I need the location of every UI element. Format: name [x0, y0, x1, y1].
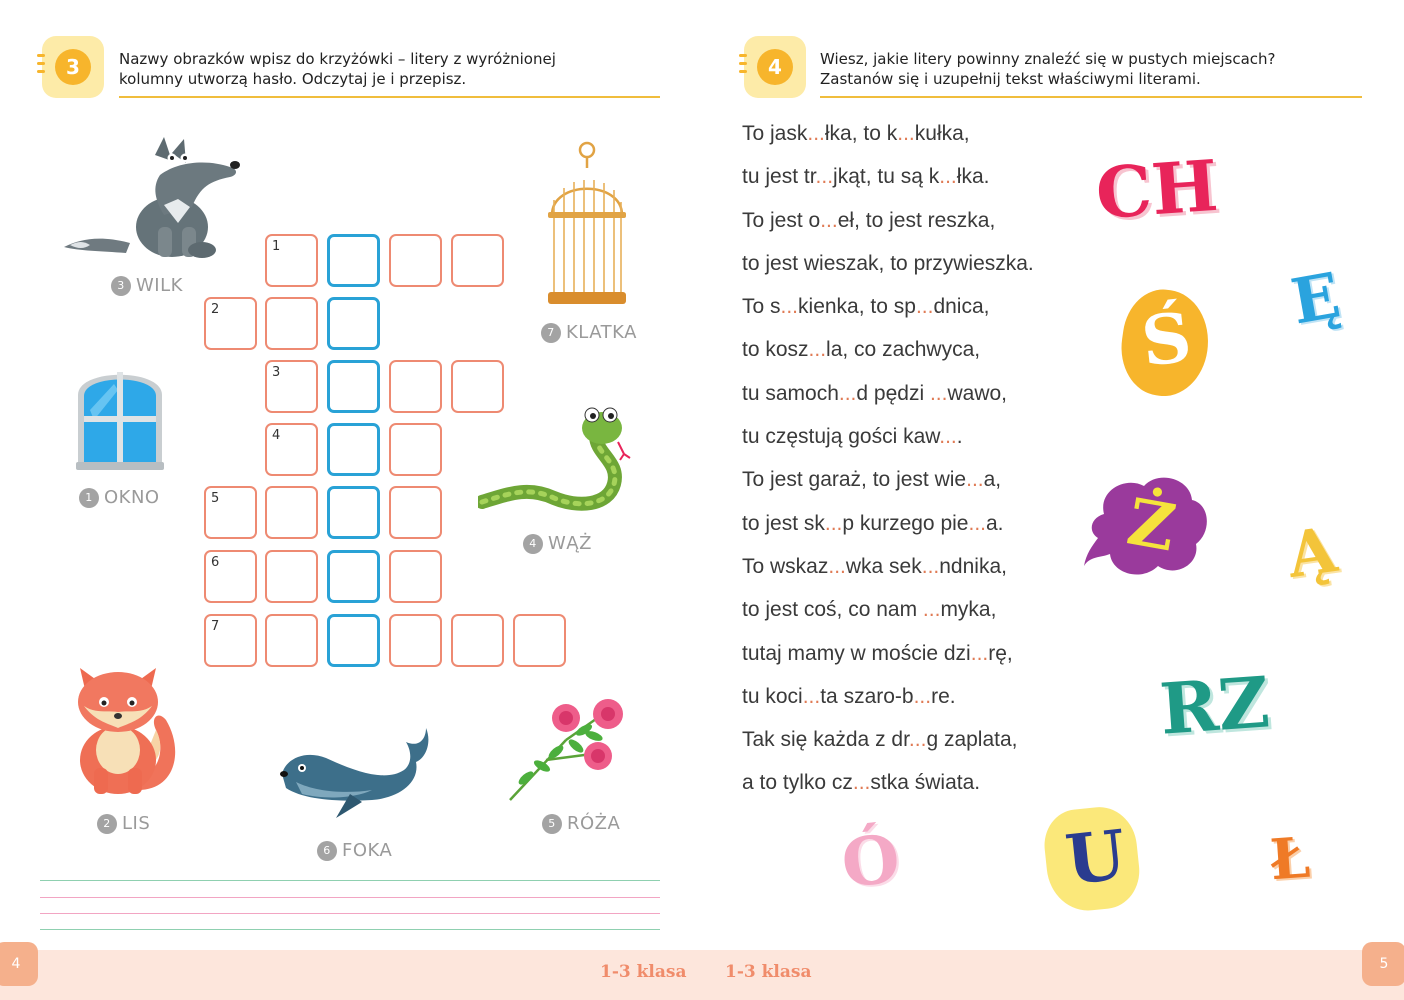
- picture-name: KLATKA: [566, 322, 637, 343]
- picture-name: OKNO: [104, 487, 160, 508]
- letter-u: U: [1061, 815, 1130, 901]
- crossword-cell[interactable]: [204, 486, 257, 539]
- picture-number: 7: [541, 323, 561, 343]
- crossword-cell[interactable]: [389, 550, 442, 603]
- wolf-icon: [60, 135, 245, 265]
- picture-number: 6: [317, 841, 337, 861]
- fill-in-blank[interactable]: ...: [929, 381, 948, 405]
- picture-number: 1: [79, 488, 99, 508]
- picture-label: [317, 840, 392, 861]
- crossword-cell[interactable]: [451, 234, 504, 287]
- letter-s-acute: Ś: [1137, 297, 1196, 383]
- crossword-cell[interactable]: [451, 614, 504, 667]
- poem-text-segment: To jest o: [742, 208, 821, 232]
- crossword-key-cell[interactable]: [327, 360, 380, 413]
- badge-dash: [37, 54, 45, 57]
- page-number-right: [1362, 942, 1404, 986]
- picture-label: [111, 275, 183, 296]
- poem-text-segment: .: [956, 425, 963, 449]
- letter-l-stroke: Ł: [1267, 824, 1313, 894]
- poem-line: [742, 199, 1122, 242]
- crossword-key-cell[interactable]: [327, 297, 380, 350]
- fill-in-blank[interactable]: ...: [939, 425, 957, 449]
- instruction-underline: [119, 96, 660, 98]
- poem-text-segment: łka.: [956, 165, 990, 189]
- clue-number: 6: [211, 555, 220, 570]
- crossword-key-cell[interactable]: [327, 486, 380, 539]
- poem-line: [742, 632, 1122, 675]
- fill-in-blank[interactable]: ...: [921, 554, 940, 578]
- poem-text-segment: a to tylko cz: [742, 771, 853, 795]
- poem-text-segment: To s: [742, 295, 781, 319]
- fill-in-blank[interactable]: ...: [970, 641, 989, 665]
- poem-text-segment: kułka,: [914, 122, 970, 145]
- crossword-cell[interactable]: [204, 550, 257, 603]
- crossword-cell[interactable]: [389, 486, 442, 539]
- exercise-instruction: [820, 49, 1276, 89]
- poem-line: [742, 112, 1122, 155]
- fill-in-blank[interactable]: ...: [808, 338, 827, 362]
- fill-in-blank[interactable]: ...: [852, 771, 871, 795]
- poem-line: [742, 718, 1122, 761]
- poem-text-segment: to jest wieszak, to przywieszka.: [742, 251, 1034, 275]
- poem-line: [742, 761, 1122, 804]
- poem-text-segment: p kurzego pie: [842, 511, 969, 535]
- picture-name: WILK: [136, 275, 183, 296]
- picture-number: 5: [542, 814, 562, 834]
- fox-icon: [66, 650, 181, 800]
- poem-text-segment: myka,: [940, 598, 997, 622]
- poem-text-segment: eł, to jest reszka,: [837, 208, 996, 232]
- fill-in-blank[interactable]: ...: [922, 598, 941, 622]
- poem-text-segment: wawo,: [947, 381, 1008, 405]
- letter-z-dot: Ż: [1121, 484, 1181, 567]
- poem-text-segment: to jest sk: [742, 511, 825, 535]
- crossword-key-cell[interactable]: [327, 550, 380, 603]
- letter-a-ogonek: Ą: [1283, 513, 1341, 592]
- picture-name: FOKA: [342, 840, 393, 861]
- clue-number: 7: [211, 619, 220, 634]
- fill-in-blank[interactable]: ...: [802, 684, 821, 708]
- poem-text-segment: Tak się każda z dr: [742, 728, 909, 752]
- poem-text-segment: a,: [983, 468, 1002, 492]
- poem-text-segment: To jest garaż, to jest wie: [742, 468, 967, 492]
- clue-number: 5: [211, 491, 220, 506]
- fill-in-blank[interactable]: ...: [820, 208, 838, 232]
- fill-in-blank[interactable]: ...: [913, 684, 932, 708]
- page-number-text: 5: [1379, 956, 1389, 972]
- picture-number: 2: [97, 814, 117, 834]
- poem-text-segment: tu samoch: [742, 381, 839, 405]
- instruction-line: Zastanów się i uzupełnij tekst właściwymi literami.: [820, 70, 1201, 88]
- poem-line: [742, 155, 1122, 198]
- instruction-line: Nazwy obrazków wpisz do krzyżówki – litery z wyróżnionej: [119, 50, 556, 68]
- poem-text-segment: la, co zachwyca,: [826, 338, 981, 362]
- crossword-key-cell[interactable]: [327, 614, 380, 667]
- poem-text-segment: kienka, to sp: [798, 295, 916, 319]
- poem-line: [742, 545, 1122, 588]
- fill-in-blank[interactable]: ...: [780, 295, 799, 319]
- fill-in-blank[interactable]: ...: [838, 381, 857, 405]
- crossword-cell[interactable]: [265, 550, 318, 603]
- crossword-cell[interactable]: [265, 486, 318, 539]
- poem-text-segment: ta szaro-b: [820, 684, 914, 708]
- picture-name: LIS: [122, 813, 151, 834]
- picture-name: WĄŻ: [548, 533, 592, 554]
- exercise-badge-3: [42, 36, 104, 98]
- crossword-cell[interactable]: [389, 614, 442, 667]
- crossword-key-cell[interactable]: [327, 234, 380, 287]
- poem-line: [742, 415, 1122, 458]
- crossword-cell[interactable]: [265, 423, 318, 476]
- poem-text-segment: tu koci: [742, 684, 803, 708]
- poem-text-segment: to jest coś, co nam: [742, 598, 923, 622]
- clue-number: 1: [272, 239, 281, 254]
- picture-label: [541, 322, 637, 343]
- page-number-text: 4: [11, 956, 21, 972]
- picture-label: [542, 813, 620, 834]
- badge-dash: [37, 70, 45, 73]
- fill-in-blank[interactable]: ...: [815, 165, 834, 189]
- picture-label: [79, 487, 160, 508]
- exercise-instruction: [119, 49, 556, 89]
- poem-text-segment: To jask: [742, 122, 808, 145]
- instruction-underline: [820, 96, 1362, 98]
- poem-text-segment: wka sek: [845, 554, 922, 578]
- poem-text-segment: to kosz: [742, 338, 809, 362]
- footer-title-left: 1-3 klasa: [600, 962, 687, 982]
- poem-line: [742, 458, 1122, 501]
- poem-text-segment: ndnika,: [939, 554, 1007, 578]
- clue-number: 3: [272, 365, 281, 380]
- letter-ch: CH: [1093, 143, 1221, 236]
- poem-text-segment: łka, to k: [824, 122, 898, 145]
- fill-in-blank[interactable]: ...: [915, 295, 934, 319]
- fill-in-blank[interactable]: ...: [908, 728, 927, 752]
- crossword-cell[interactable]: [389, 360, 442, 413]
- picture-label: [523, 533, 592, 554]
- writing-line: [40, 913, 660, 914]
- crossword-cell[interactable]: [265, 360, 318, 413]
- poem-line: [742, 502, 1122, 545]
- writing-line: [40, 897, 660, 898]
- crossword-key-cell[interactable]: [327, 423, 380, 476]
- exercise-number: 3: [55, 49, 91, 85]
- crossword-cell[interactable]: [513, 614, 566, 667]
- instruction-line: kolumny utworzą hasło. Odczytaj je i przepisz.: [119, 70, 467, 88]
- crossword-cell[interactable]: [389, 234, 442, 287]
- badge-dash: [739, 62, 747, 65]
- writing-line: [40, 929, 660, 930]
- letter-o-acute: Ó: [838, 819, 904, 903]
- picture-label: [97, 813, 150, 834]
- picture-number: 4: [523, 534, 543, 554]
- page-footer: [0, 950, 1404, 1000]
- instruction-line: Wiesz, jakie litery powinny znaleźć się w pustych miejscach?: [820, 50, 1276, 68]
- window-icon: [74, 350, 166, 470]
- poem-text-segment: a.: [986, 511, 1004, 535]
- picture-name: RÓŻA: [567, 813, 621, 834]
- crossword-cell[interactable]: [204, 614, 257, 667]
- badge-dash: [739, 54, 747, 57]
- poem-text-segment: d pędzi: [856, 381, 930, 405]
- fill-in-blank[interactable]: ...: [897, 122, 915, 145]
- badge-dash: [37, 62, 45, 65]
- letter-e-ogonek: Ę: [1286, 258, 1346, 339]
- exercise-number: 4: [757, 49, 793, 85]
- page-number-left: [0, 942, 38, 986]
- fill-in-blank[interactable]: ...: [968, 511, 986, 535]
- poem-text-segment: jkąt, tu są k: [833, 165, 940, 189]
- writing-line: [40, 880, 660, 881]
- footer-title-right: 1-3 klasa: [725, 962, 812, 982]
- poem-line: [742, 328, 1122, 371]
- poem-text-segment: tu częstują gości kaw: [742, 425, 940, 449]
- poem-line: [742, 242, 1122, 285]
- crossword-cell[interactable]: [265, 614, 318, 667]
- poem-text-segment: stka świata.: [870, 771, 981, 795]
- poem-line: [742, 588, 1122, 631]
- fill-in-blank[interactable]: ...: [966, 468, 984, 492]
- fill-in-blank[interactable]: ...: [807, 122, 825, 145]
- poem-text-segment: tu jest tr: [742, 165, 816, 189]
- badge-dash: [739, 70, 747, 73]
- poem-text-segment: g zaplata,: [926, 728, 1018, 752]
- picture-number: 3: [111, 276, 131, 296]
- fill-in-blank[interactable]: ...: [824, 511, 843, 535]
- crossword-cell[interactable]: [265, 234, 318, 287]
- snake-icon: [478, 402, 633, 522]
- crossword-cell[interactable]: [265, 297, 318, 350]
- poem-text-segment: rę,: [988, 641, 1013, 665]
- fill-in-blank[interactable]: ...: [939, 165, 957, 189]
- fill-in-blank[interactable]: ...: [828, 554, 846, 578]
- crossword-cell[interactable]: [389, 423, 442, 476]
- poem-line: [742, 372, 1122, 415]
- seal-icon: [276, 718, 432, 820]
- poem-line: [742, 675, 1122, 718]
- poem-text-segment: re.: [931, 684, 956, 708]
- poem-text: [742, 112, 1122, 805]
- poem-text-segment: dnica,: [933, 295, 990, 319]
- poem-text-segment: To wskaz: [742, 554, 829, 578]
- clue-number: 2: [211, 302, 220, 317]
- poem-text-segment: tutaj mamy w moście dzi: [742, 641, 971, 665]
- letter-rz: RZ: [1157, 660, 1273, 751]
- clue-number: 4: [272, 428, 281, 443]
- birdcage-icon: [544, 140, 629, 310]
- exercise-badge-4: [744, 36, 806, 98]
- roses-icon: [506, 692, 634, 804]
- poem-line: [742, 285, 1122, 328]
- crossword-cell[interactable]: [204, 297, 257, 350]
